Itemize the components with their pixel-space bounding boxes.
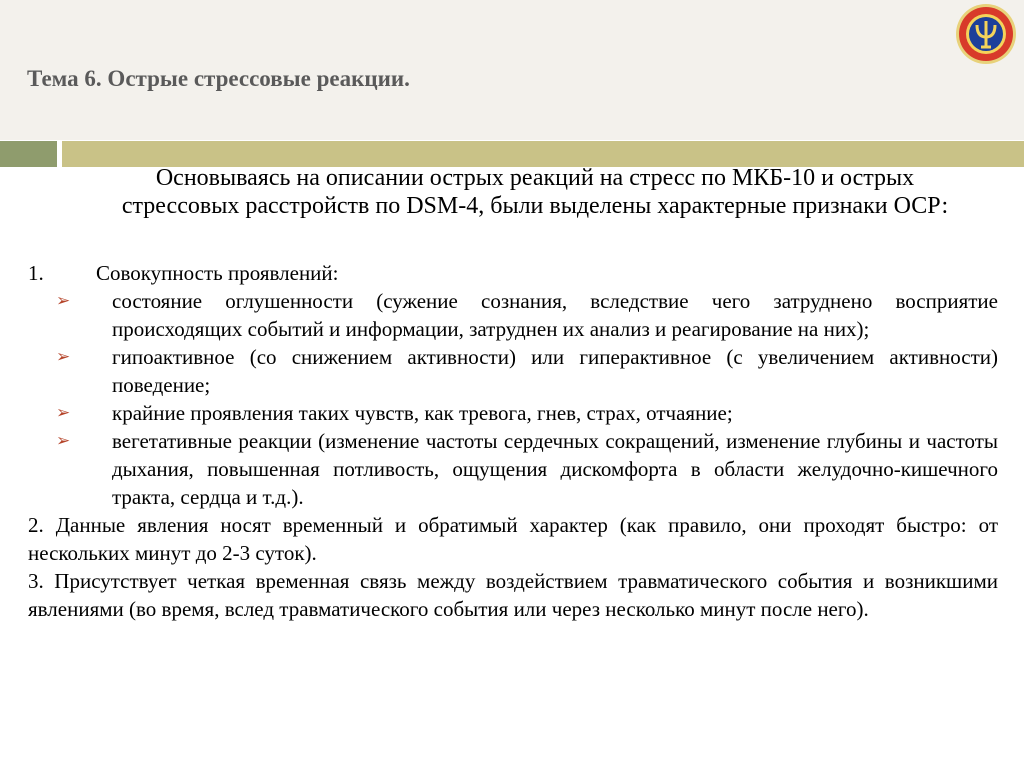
- list-item: [28, 427, 998, 511]
- bullet-text: вегетативные реакции (изменение частоты сердечных сокращений, изменение глубины и частоты дыхания, повышенная потливость, ощущения дискомфорта в области желудочно-кишечного тракта, сердца и т.д.).: [112, 429, 998, 509]
- list-item: [28, 343, 998, 399]
- arrow-bullet-icon: ➢: [56, 347, 71, 367]
- slide-title: Тема 6. Острые стрессовые реакции.: [27, 66, 410, 91]
- accent-bar-left: [0, 141, 57, 167]
- bullet-text: состояние оглушенности (сужение сознания, вследствие чего затруднено восприятие происходящих событий и информации, затруднен их анализ и реагирование на них);: [112, 289, 998, 341]
- bullet-text: гипоактивное (со снижением активности) или гиперактивное (с увеличением активности) поведение;: [112, 345, 998, 397]
- list-item: [28, 399, 998, 427]
- arrow-bullet-icon: ➢: [56, 431, 71, 451]
- criteria-list: [28, 259, 998, 623]
- item-label: Совокупность проявлений:: [96, 261, 339, 285]
- intro-text: Основываясь на описании острых реакций на стресс по МКБ-10 и острых стрессовых расстройств по DSM-4, были выделены характерные признаки ОСР:: [121, 165, 949, 219]
- bullet-text: крайние проявления таких чувств, как тревога, гнев, страх, отчаяние;: [112, 401, 733, 425]
- slide-header: [0, 0, 1024, 140]
- list-item-2: 2. Данные явления носят временный и обратимый характер (как правило, они проходят быстро: от нескольких минут до 2-3 суток).: [28, 513, 998, 565]
- item-number: 1.: [28, 261, 44, 285]
- psi-emblem-icon: [955, 3, 1017, 65]
- list-item: [28, 287, 998, 343]
- arrow-bullet-icon: ➢: [56, 403, 71, 423]
- list-item-1: [28, 259, 998, 287]
- arrow-bullet-icon: ➢: [56, 291, 71, 311]
- list-item-3: 3. Присутствует четкая временная связь между воздействием травматического события и возникшими явлениями (во время, вслед травматического события или через несколько минут после него).: [28, 569, 998, 621]
